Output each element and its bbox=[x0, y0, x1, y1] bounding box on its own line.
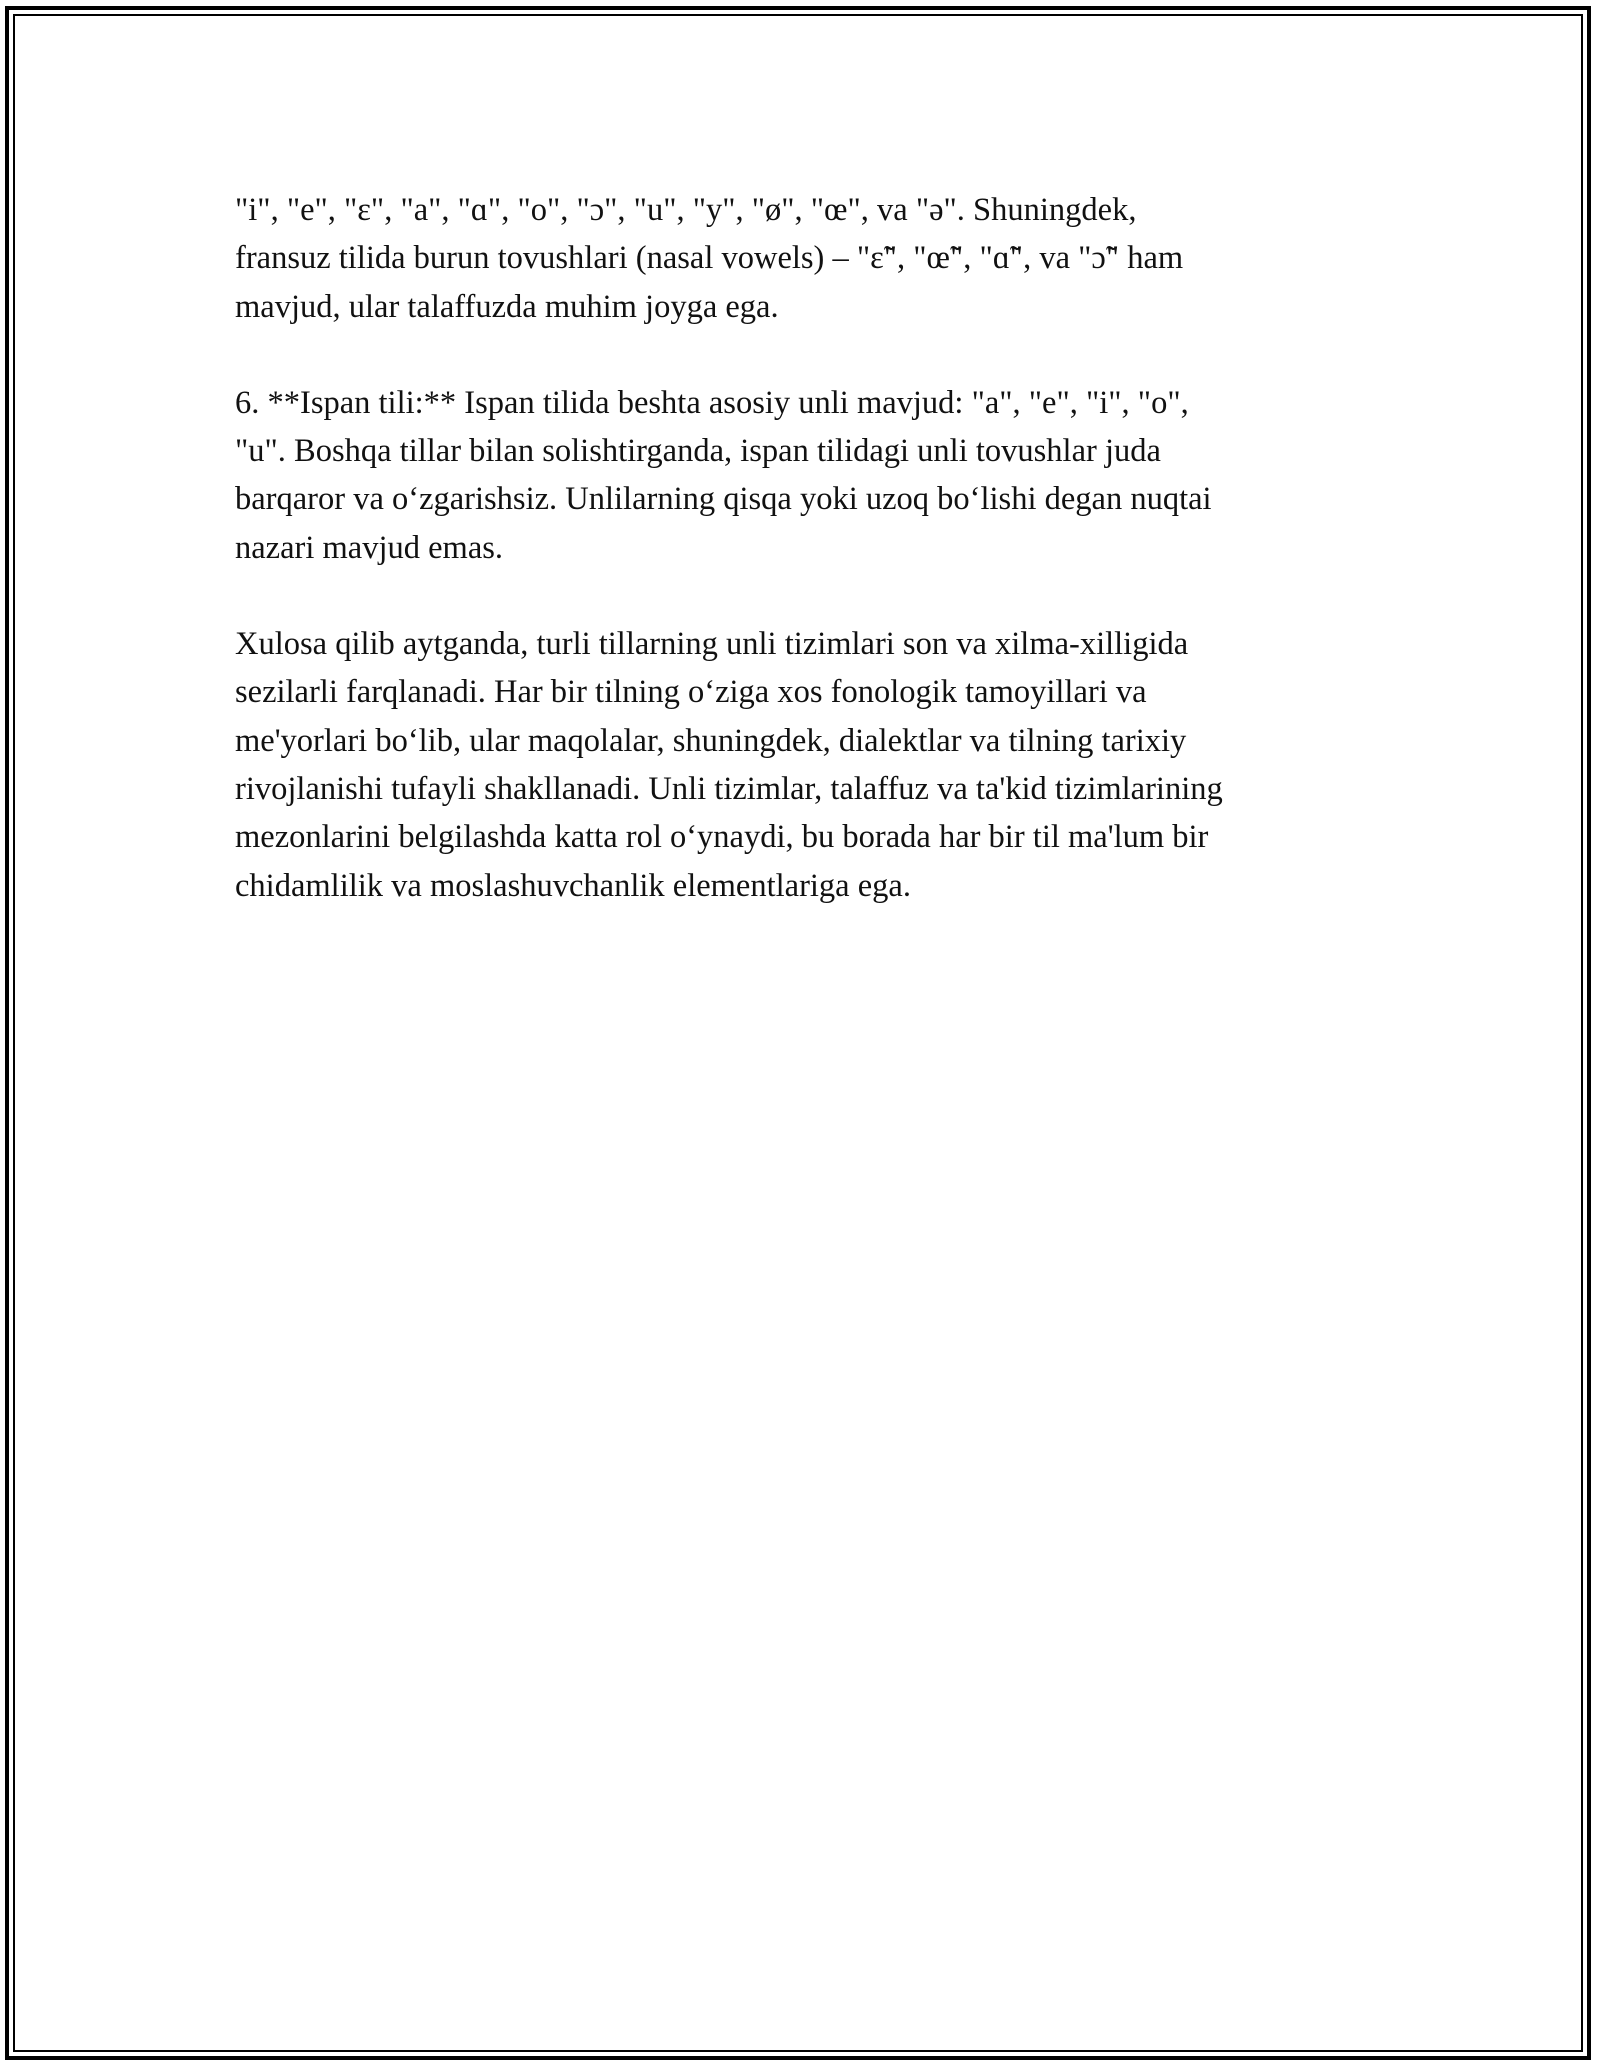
paragraph-french-vowels bbox=[235, 186, 1365, 331]
text-line: barqaror va o‘zgarishsiz. Unlilarning qisqa yoki uzoq bo‘lishi degan nuqtai bbox=[235, 481, 1212, 518]
paragraph-conclusion bbox=[235, 620, 1365, 910]
text-line: "u". Boshqa tillar bilan solishtirganda, ispan tilidagi unli tovushlar juda bbox=[235, 433, 1161, 470]
text-line: me'yorlari bo‘lib, ular maqolalar, shuningdek, dialektlar va tilning tarixiy bbox=[235, 722, 1187, 759]
text-line: rivojlanishi tufayli shakllanadi. Unli tizimlar, talaffuz va ta'kid tizimlarining bbox=[235, 770, 1223, 807]
paragraph-spanish-vowels bbox=[235, 379, 1365, 572]
document-body bbox=[235, 186, 1365, 958]
text-line: fransuz tilida burun tovushlari (nasal vowels) – "ɛ̃", "œ̃", "ɑ̃", va "ɔ̃" ham bbox=[235, 240, 1184, 277]
text-line: 6. **Ispan tili:** Ispan tilida beshta asosiy unli mavjud: "a", "e", "i", "o", bbox=[235, 384, 1189, 421]
text-line: chidamlilik va moslashuvchanlik elementlariga ega. bbox=[235, 867, 911, 904]
text-line: "i", "e", "ɛ", "a", "ɑ", "o", "ɔ", "u", "y", "ø", "œ", va "ə". Shuningdek, bbox=[235, 192, 1137, 228]
text-line: Xulosa qilib aytganda, turli tillarning unli tizimlari son va xilma-xilligida bbox=[235, 626, 1189, 663]
text-line: mavjud, ular talaffuzda muhim joyga ega. bbox=[235, 288, 779, 325]
text-line: mezonlarini belgilashda katta rol o‘ynaydi, bu borada har bir til ma'lum bir bbox=[235, 819, 1209, 856]
text-line: nazari mavjud emas. bbox=[235, 529, 504, 566]
text-line: sezilarli farqlanadi. Har bir tilning o‘ziga xos fonologik tamoyillari va bbox=[235, 674, 1147, 711]
